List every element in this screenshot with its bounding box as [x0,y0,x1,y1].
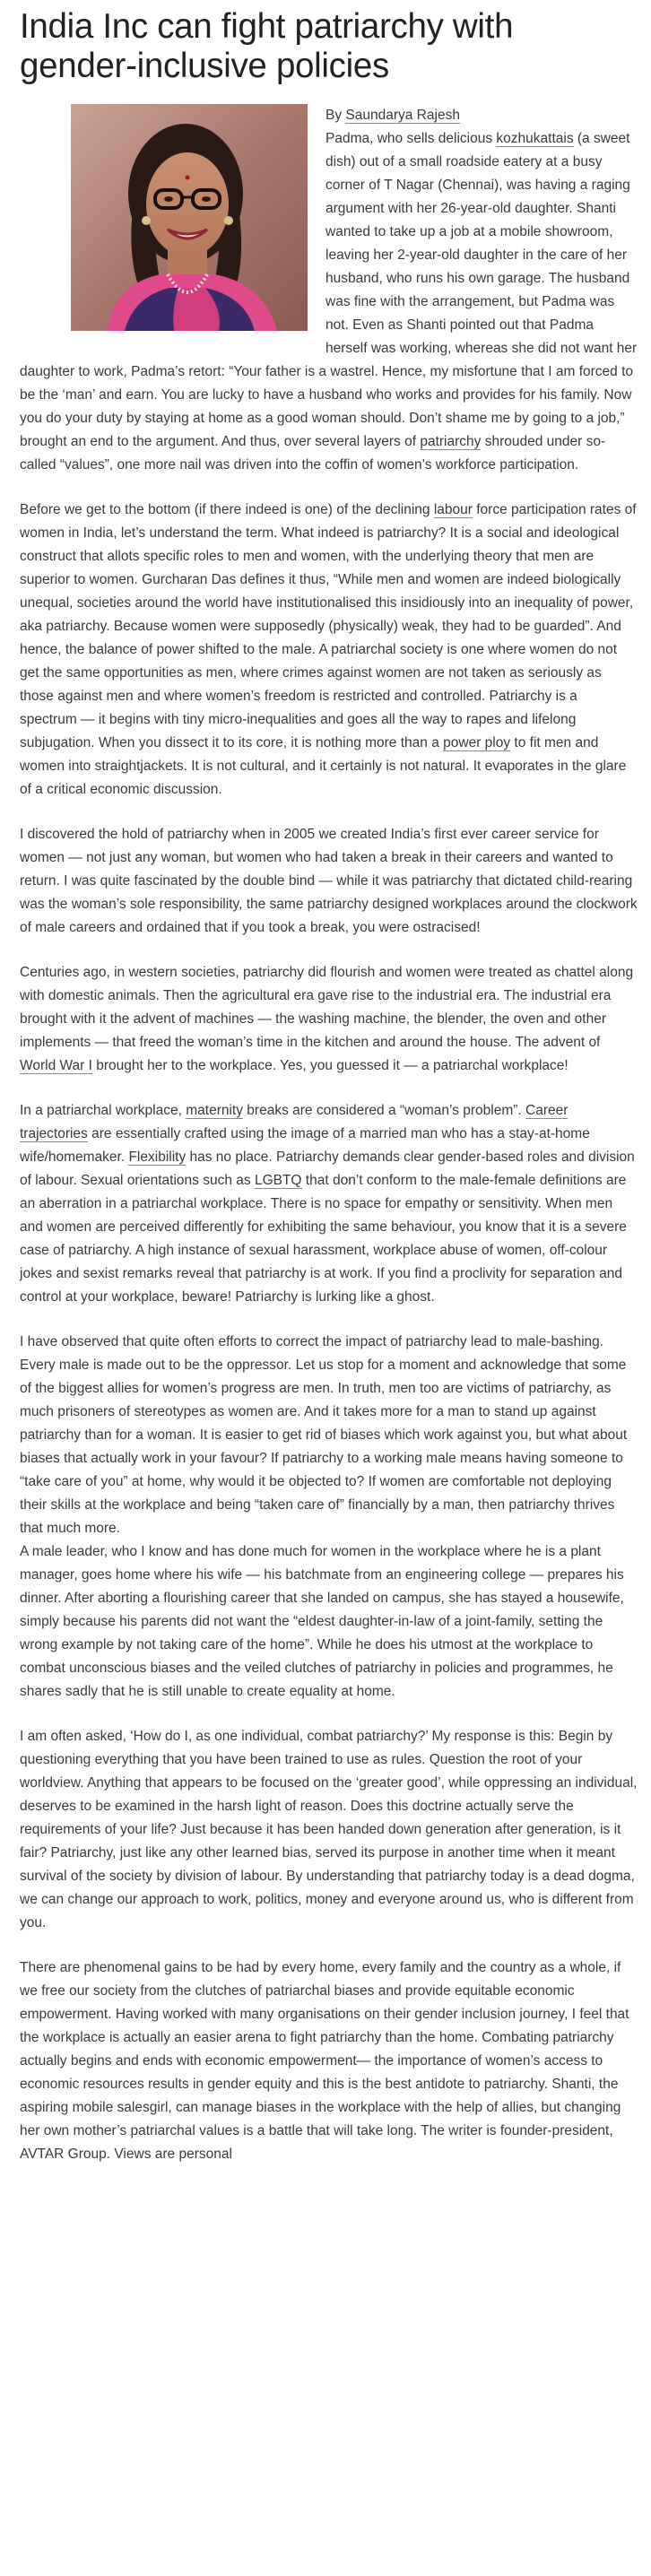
paragraph-text: has no place. Patriarchy demands clear gender-based roles and division of labour. Sexual orientations such as [20,1149,635,1188]
article-paragraph [20,1540,638,1704]
inline-topic-link[interactable]: LGBTQ [254,1173,302,1188]
paragraph-text: Before we get to the bottom (if there indeed is one) of the declining [20,502,434,517]
author-portrait-icon [71,104,308,331]
paragraph-text: There are phenomenal gains to be had by every home, every family and the country as a whole, if we free our society from the clutches of patriarchal biases and provide equitable economic empowerment. Having worked with many organisations on their gender inclusion journey, I feel that the workplace is actually an easier arena to fight patriarchy than the home. Combating patriarchy actually begins and ends with economic empowerment— the importance of women’s access to economic resources results in gender equity and this is the best antidote to patriarchy. Shanti, the aspiring mobile salesgirl, can manage biases in the workplace with the help of allies, but changing her own mother’s patriarchal values is a battle that will take long. The writer is founder-president, AVTAR Group. Views are personal [20,1960,629,2162]
article-title: India Inc can fight patriarchy with gender-inclusive policies [20,7,514,85]
author-link[interactable]: Saundarya Rajesh [345,108,460,123]
paragraph-text: breaks are considered a “woman’s problem”. [242,1103,526,1118]
byline-prefix: By [326,108,346,123]
paragraph-text: shrouded under so-called “values”, one more nail was driven into the coffin of women’s workforce participation. [20,434,606,473]
inline-topic-link[interactable]: maternity [186,1103,243,1118]
article-paragraph [20,1956,638,2166]
paragraph-text: (a sweet dish) out of a small roadside eatery at a busy corner of T Nagar (Chennai), was having a raging argument with her 26-year-old daughter. Shanti wanted to take up a job at a mobile showroom, leaving her 2-year-old daughter in the care of her husband, who runs his own garage. The husband was fine with the arrangement, but Padma was not. Even as Shanti pointed out that Padma herself was working, whereas she did not want her daughter to work, Padma’s retort: “Your father is a wastrel. Hence, my misfortune that I am forced to be the ‘man’ and earn. You are lucky to have a husband who works and provides for his family. Now you do your duty by staying at home as a good woman should. Don’t shame me by going to a job,” brought an end to the argument. And thus, over several layers of [20,131,638,449]
paragraph-text: to fit men and women into straightjackets. It is not cultural, and it certainly is not natural. It evaporates in the glare of a critical economic discussion. [20,735,627,797]
author-photo [71,104,308,331]
inline-topic-link[interactable]: power ploy [443,735,511,750]
article-paragraphs [20,499,638,2166]
inline-topic-link[interactable]: Career trajectories [20,1103,569,1141]
inline-topic-link[interactable]: World War I [20,1058,92,1073]
article-paragraph [20,823,638,940]
article-paragraph [20,1331,638,1540]
inline-topic-link[interactable]: Flexibility [128,1149,187,1165]
article-paragraph [20,1099,638,1309]
paragraph-text: are essentially crafted using the image of a married man who has a stay-at-home wife/homemaker. [20,1126,590,1165]
inline-topic-link[interactable]: labour [433,502,473,517]
paragraph-text: force participation rates of women in India, let’s understand the term. What indeed is patriarchy? It is a social and ideological construct that allots specific roles to men and women, with the underlying theory that men are superior to women. Gurcharan Das defines it thus, “While men and women are indeed biologically unequal, societies around the world have institutionalised this insidiously into an inequality of power, aka patriarchy. Because women were supposedly (physically) weak, they had to be guarded”. And hence, the balance of power shifted to the male. A patriarchal society is one where women do not get the same opportunities as men, where crimes against women are not taken as seriously as those against men and where women’s freedom is restricted and controlled. Patriarchy is a spectrum — it begins with tiny micro-inequalities and goes all the way to rapes and lifelong subjugation. When you dissect it to its core, it is nothing more than a [20,502,637,750]
paragraph-text: Padma, who sells delicious [326,131,497,146]
article-paragraph [20,499,638,802]
paragraph-text: I discovered the hold of patriarchy when in 2005 we created India’s first ever career service for women — not just any woman, but women who had taken a break in their careers and wanted to return. I was quite fascinated by the double bind — while it was patriarchy that dictated child-rearing was the woman’s sole responsibility, the same patriarchy designed workplaces around the clockwork of male careers and ordained that if you took a break, you were ostracised! [20,827,638,935]
inline-topic-link[interactable]: patriarchy [420,434,482,449]
paragraph-text: I am often asked, ‘How do I, as one individual, combat patriarchy?’ My response is this: Begin by questioning everything that you have been trained to use as rules. Question the root of your worldview. Anything that appears to be focused on the ‘greater good’, while oppressing an individual, deserves to be examined in the harsh light of reason. Does this doctrine actually serve the requirements of your life? Just because it has been handed down generation after generation, is it fair? Patriarchy, just like any other learned bias, served its purpose in another time when it meant survival of the society by division of labour. By understanding that patriarchy today is a dead dogma, we can change our approach to work, politics, money and everyone around us, who is different from you. [20,1729,638,1930]
paragraph-text: I have observed that quite often efforts to correct the impact of patriarchy lead to male-bashing. Every male is made out to be the oppressor. Let us stop for a moment and acknowledge that some of the biggest allies for women’s progress are men. In truth, men too are victims of patriarchy, as much prisoners of stereotypes as women are. And it takes more for a man to stand up against patriarchy than for a woman. It is easier to get rid of biases which work against you, but what about biases that actually work in your favour? If patriarchy to a working male means having someone to “take care of you” at home, why would it be objected to? If women are comfortable not deploying their skills at the workplace and being “taken care of” financially by a man, then patriarchy thrives that much more. [20,1334,628,1536]
article-paragraph [20,961,638,1078]
article-paragraph [20,1725,638,1935]
article-body [20,104,638,2166]
paragraph-text: In a patriarchal workplace, [20,1103,187,1118]
paragraph-text: A male leader, who I know and has done much for women in the workplace where he is a plant manager, goes home where his wife — his batchmate from an engineering college — prepares his dinner. After aborting a flourishing career that she landed on campus, she has stayed a housewife, simply because his parents did not want the “eldest daughter-in-law of a joint-family, setting the wrong example by not taking care of the home”. While he does his utmost at the workplace to combat unconscious biases and the veiled clutches of patriarchy in policies and programmes, he shares sadly that he is still unable to create equality at home. [20,1544,624,1699]
paragraph-text: Centuries ago, in western societies, patriarchy did flourish and women were treated as chattel along with domestic animals. Then the agricultural era gave rise to the industrial era. The industrial era brought with it the advent of machines — the washing machine, the blender, the oven and other implements — that freed the woman’s time in the kitchen and around the house. The advent of [20,965,634,1050]
paragraph-text: brought her to the workplace. Yes, you guessed it — a patriarchal workplace! [91,1058,569,1073]
paragraph-text: that don’t conform to the male-female definitions are an aberration in a patriarchal workplace. There is no space for empathy or sensitivity. When men and women are perceived differently for exhibiting the same behaviour, you know that it is a severe case of patriarchy. A high instance of sexual harassment, workplace abuse of women, off-colour jokes and sexist remarks reveal that patriarchy is at work. If you find a proclivity for separation and control at your workplace, beware! Patriarchy is lurking like a ghost. [20,1173,627,1305]
inline-topic-link[interactable]: kozhukattais [496,131,574,146]
